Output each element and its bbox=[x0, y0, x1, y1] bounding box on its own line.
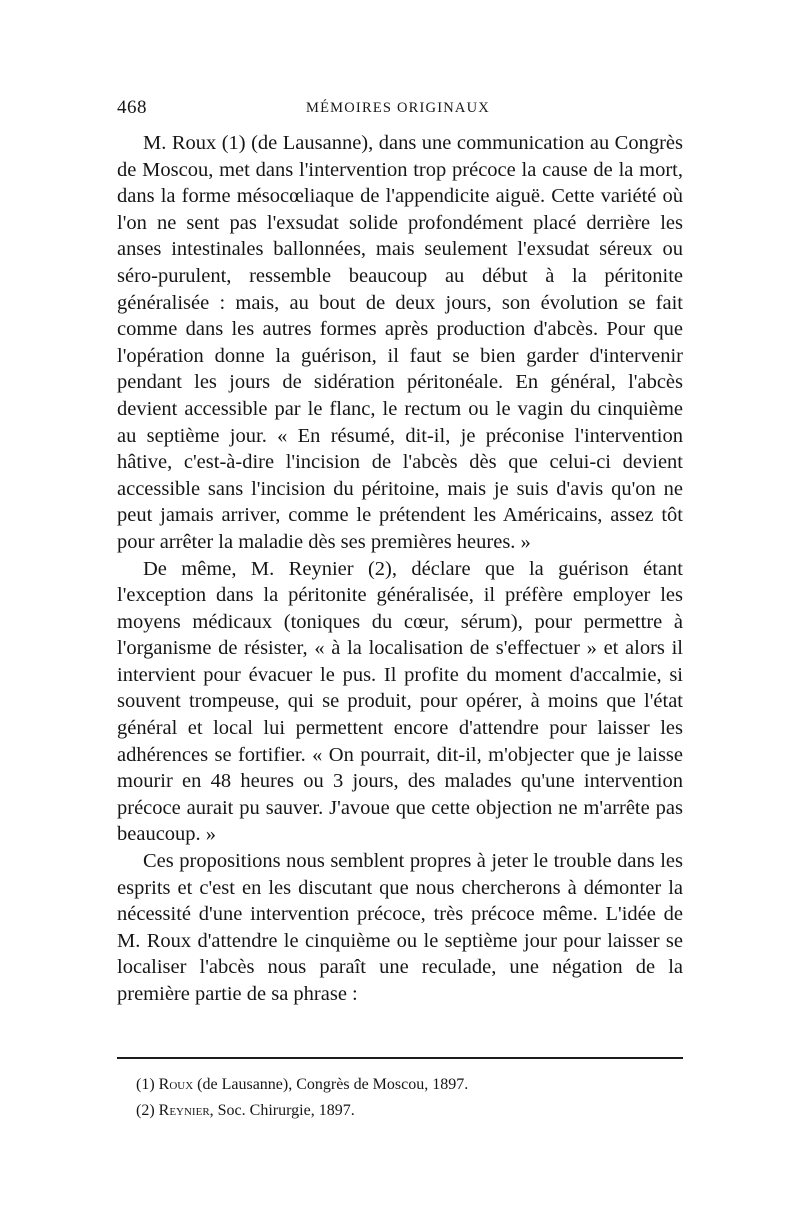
footnote-2-text: , Soc. Chirurgie, 1897. bbox=[209, 1102, 355, 1119]
footnote-1-text: (de Lausanne), Congrès de Moscou, 1897. bbox=[197, 1076, 469, 1093]
footnote-1-number: (1) bbox=[136, 1076, 155, 1093]
page-number: 468 bbox=[117, 97, 147, 118]
footnote-2-author: Reynier bbox=[158, 1102, 210, 1119]
footnotes bbox=[136, 1072, 656, 1124]
footnote-1-author: Roux bbox=[158, 1076, 194, 1093]
body-text bbox=[117, 130, 683, 1008]
footnote-2-number: (2) bbox=[136, 1102, 155, 1119]
paragraph-roux: M. Roux (1) (de Lausanne), dans une communication au Congrès de Moscou, met dans l'intervention trop précoce la cause de la mort, dans la forme mésocœliaque de l'appendicite aiguë. Cette variété où l'on ne sent pas l'exsudat solide profondément placé derrière les anses intestinales ballonnées, mais seulement l'exsudat séreux ou séro-purulent, ressemble beaucoup au début à la péritonite généralisée : mais, au bout de deux jours, son évolution se fait comme dans les autres formes après production d'abcès. Pour que l'opération donne la guérison, il faut se bien garder d'intervenir pendant les jours de sidération péritonéale. En général, l'abcès devient accessible par le flanc, le rectum ou le vagin du cinquième au septième jour. « En résumé, dit-il, je préconise l'intervention hâtive, c'est-à-dire l'incision de l'abcès dès que celui-ci devient accessible sans l'incision du péritoine, mais je suis d'avis qu'on ne peut jamais arriver, comme le prétendent les Américains, assez tôt pour arrêter la maladie dès ses premières heures. » bbox=[117, 132, 683, 553]
footnote-2 bbox=[136, 1098, 656, 1124]
footnote-separator bbox=[117, 1057, 683, 1059]
page-header bbox=[117, 97, 683, 121]
footnote-1 bbox=[136, 1072, 656, 1098]
paragraph-propositions: Ces propositions nous semblent propres à jeter le trouble dans les esprits et c'est en les discutant que nous chercherons à démonter la nécessité d'une intervention précoce, très précoce même. L'idée de M. Roux d'attendre le cinquième ou le septième jour pour laisser se localiser l'abcès nous paraît une reculade, une négation de la première partie de sa phrase : bbox=[117, 850, 683, 1005]
running-head: MÉMOIRES ORIGINAUX bbox=[306, 100, 490, 116]
paragraph-reynier: De même, M. Reynier (2), déclare que la guérison étant l'exception dans la péritonite généralisée, il préfère employer les moyens médicaux (toniques du cœur, sérum), pour permettre à l'organisme de résister, « à la localisation de s'effectuer » et alors il intervient pour évacuer le pus. Il profite du moment d'accalmie, si souvent trompeuse, qui se produit, pour opérer, à moins que l'état général et local lui permettent encore d'attendre pour laisser les adhérences se fortifier. « On pourrait, dit-il, m'objecter que je laisse mourir en 48 heures ou 3 jours, des malades qu'une intervention précoce aurait pu sauver. J'avoue que cette objection ne m'arrête pas beaucoup. » bbox=[117, 557, 683, 846]
